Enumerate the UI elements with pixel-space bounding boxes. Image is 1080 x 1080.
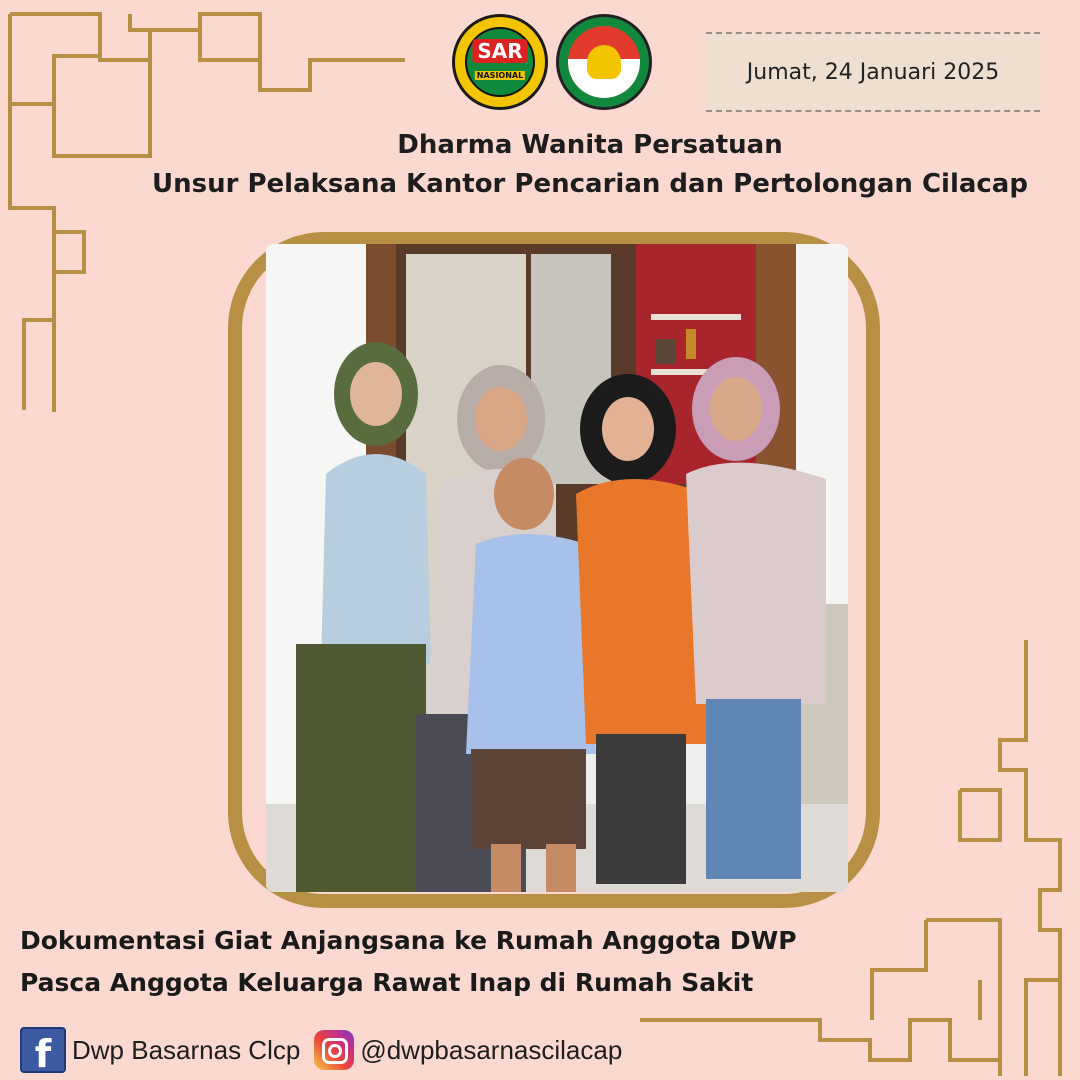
header-logos [452, 14, 652, 110]
sar-nasional-logo [452, 14, 548, 110]
sar-logo-text: SAR [472, 39, 527, 63]
sar-logo-subtext: NASIONAL [476, 71, 524, 80]
instagram-label[interactable]: @dwpbasarnascilacap [360, 1034, 623, 1065]
group-photo [266, 244, 848, 892]
facebook-label[interactable]: Dwp Basarnas Clcp [72, 1034, 301, 1065]
dharma-wanita-logo [556, 14, 652, 110]
date-label: Jumat, 24 Januari 2025 [706, 32, 1040, 112]
social-links [20, 1026, 622, 1074]
page-title [110, 126, 1070, 204]
caption-line-1: Dokumentasi Giat Anjangsana ke Rumah Anggota DWP [20, 926, 797, 955]
caption-line-2: Pasca Anggota Keluarga Rawat Inap di Rumah Sakit [20, 968, 754, 997]
caption [20, 920, 900, 1004]
title-line-1: Dharma Wanita Persatuan [397, 130, 783, 160]
instagram-icon[interactable] [314, 1030, 354, 1070]
title-line-2: Unsur Pelaksana Kantor Pencarian dan Pertolongan Cilacap [152, 169, 1028, 199]
facebook-icon[interactable]: f [20, 1027, 66, 1073]
